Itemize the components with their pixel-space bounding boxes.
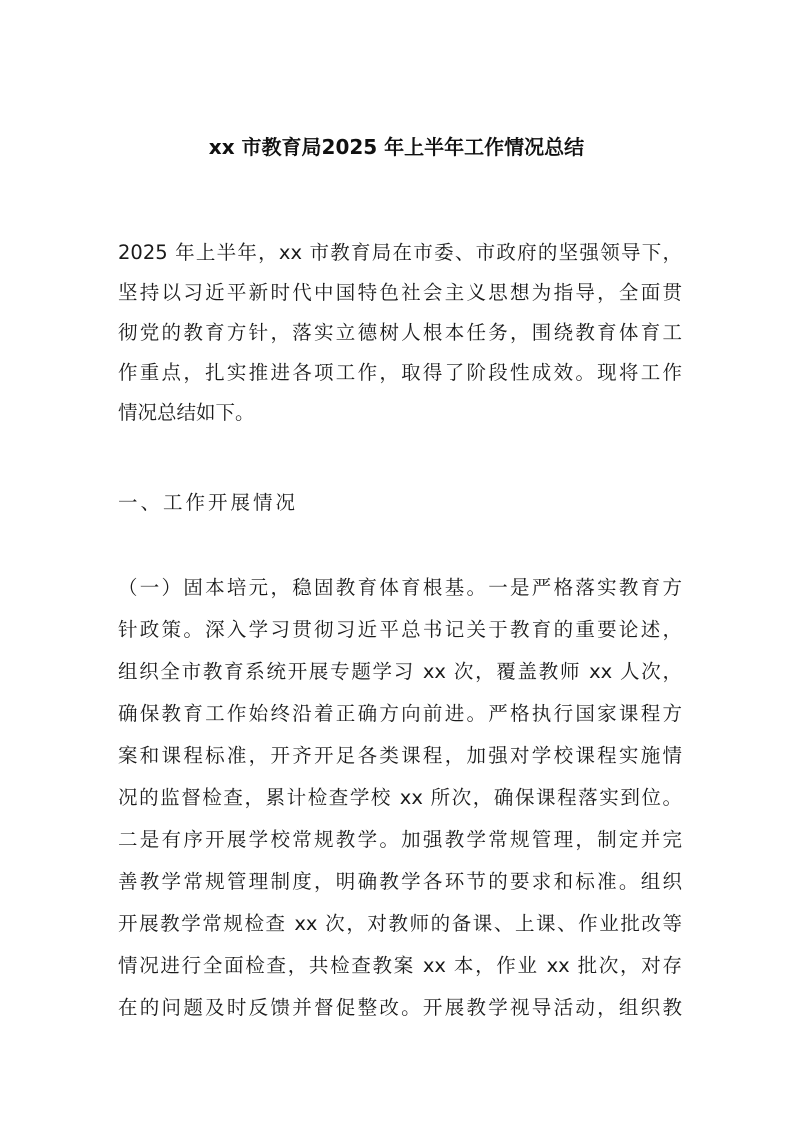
section1-paragraph <box>118 567 682 1029</box>
paragraph-line: （一）固本培元，稳固教育体育根基。一是严格落实教育方 <box>118 576 682 599</box>
paragraph-line: 况的监督检查，累计检查学校 xx 所次，确保课程落实到位。 <box>118 786 682 809</box>
paragraph-line: 案和课程标准，开齐开足各类课程，加强对学校课程实施情 <box>118 744 682 767</box>
paragraph-line: 情况进行全面检查，共检查教案 xx 本，作业 xx 批次，对存 <box>118 954 682 977</box>
document-title: xx 市教育局2025 年上半年工作情况总结 <box>208 135 585 159</box>
paragraph-line: 组织全市教育系统开展专题学习 xx 次，覆盖教师 xx 人次， <box>118 660 682 683</box>
paragraph-line: 2025 年上半年，xx 市教育局在市委、市政府的坚强领导下， <box>118 241 682 264</box>
paragraph-line: 善教学常规管理制度，明确教学各环节的要求和标准。组织 <box>118 870 682 893</box>
paragraph-line: 坚持以习近平新时代中国特色社会主义思想为指导，全面贯 <box>118 281 682 304</box>
paragraph-line: 彻党的教育方针，落实立德树人根本任务，围绕教育体育工 <box>118 321 682 344</box>
paragraph-line: 情况总结如下。 <box>118 401 255 424</box>
paragraph-line: 二是有序开展学校常规教学。加强教学常规管理，制定并完 <box>118 828 682 851</box>
paragraph-line: 作重点，扎实推进各项工作，取得了阶段性成效。现将工作 <box>118 361 682 384</box>
paragraph-line: 针政策。深入学习贯彻习近平总书记关于教育的重要论述， <box>118 618 682 641</box>
section-heading: 一、工作开展情况 <box>118 491 299 514</box>
paragraph-line: 开展教学常规检查 xx 次，对教师的备课、上课、作业批改等 <box>118 912 682 935</box>
intro-paragraph <box>118 233 682 433</box>
paragraph-line: 在的问题及时反馈并督促整改。开展教学视导活动，组织教 <box>118 996 682 1019</box>
paragraph-line: 确保教育工作始终沿着正确方向前进。严格执行国家课程方 <box>118 702 682 725</box>
